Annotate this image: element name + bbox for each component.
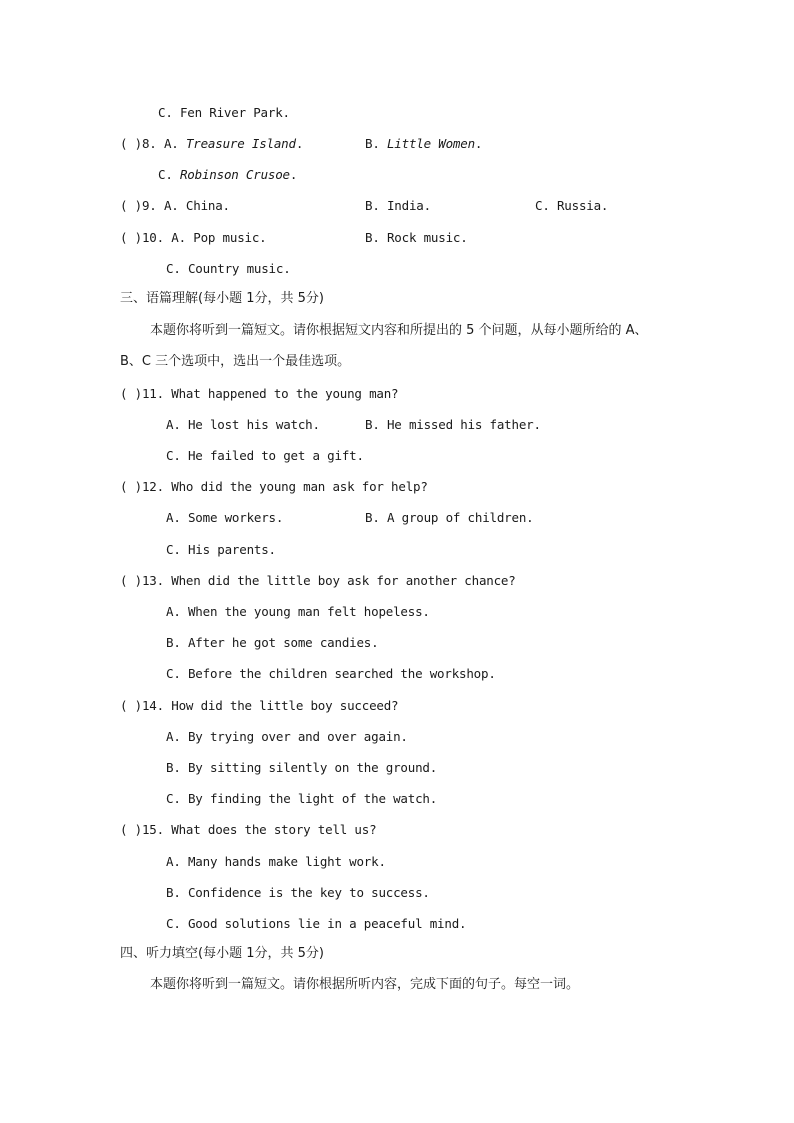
q8-b-prefix: B.	[365, 136, 380, 151]
q10-option-c: C. Country music.	[166, 261, 291, 276]
q9-line: ( )9. A. China.	[120, 198, 230, 213]
q8-c-prefix: C.	[158, 167, 173, 182]
q11-question: ( )11. What happened to the young man?	[120, 386, 399, 401]
q12-question: ( )12. Who did the young man ask for help?	[120, 479, 428, 494]
section-4-intro: 本题你将听到一篇短文。请你根据所听内容，完成下面的句子。每空一词。	[150, 977, 580, 992]
q14-option-a: A. By trying over and over again.	[166, 729, 408, 744]
q8-number: ( )8. A.	[120, 136, 179, 151]
q10-option-b: B. Rock music.	[365, 230, 468, 245]
q13-option-a: A. When the young man felt hopeless.	[166, 604, 430, 619]
q14-question: ( )14. How did the little boy succeed?	[120, 698, 399, 713]
q8-line	[120, 136, 303, 152]
section-4-title: 四、听力填空(每小题 1分，共 5分)	[120, 946, 324, 961]
q15-option-c: C. Good solutions lie in a peaceful mind.	[166, 916, 467, 931]
q11-option-b: B. He missed his father.	[365, 417, 541, 432]
q15-question: ( )15. What does the story tell us?	[120, 822, 377, 837]
section-3-intro-line1: 本题你将听到一篇短文。请你根据短文内容和所提出的 5 个问题，从每小题所给的 A、	[150, 323, 648, 338]
q8-option-b: Little Women	[386, 136, 475, 151]
period: .	[295, 136, 304, 151]
q9-option-b: B. India.	[365, 198, 431, 213]
section-3-title: 三、语篇理解(每小题 1分，共 5分)	[120, 291, 324, 306]
q8-option-c-line	[158, 167, 297, 183]
q15-option-a: A. Many hands make light work.	[166, 854, 386, 869]
q9-option-c: C. Russia.	[535, 198, 609, 213]
q13-option-c: C. Before the children searched the workshop.	[166, 666, 496, 681]
q11-option-a: A. He lost his watch.	[166, 417, 320, 432]
q10-line: ( )10. A. Pop music.	[120, 230, 267, 245]
q8-option-c: Robinson Crusoe	[179, 167, 290, 182]
q13-option-b: B. After he got some candies.	[166, 635, 379, 650]
q14-option-b: B. By sitting silently on the ground.	[166, 760, 438, 775]
q13-question: ( )13. When did the little boy ask for another chance?	[120, 573, 516, 588]
q12-option-b: B. A group of children.	[365, 510, 534, 525]
section-3-intro-line2: B、C 三个选项中，选出一个最佳选项。	[120, 354, 351, 369]
period: .	[474, 136, 483, 151]
q7-option-c: C. Fen River Park.	[158, 105, 290, 120]
q14-option-c: C. By finding the light of the watch.	[166, 791, 438, 806]
q8-option-b-line	[365, 136, 482, 152]
q8-option-a: Treasure Island	[185, 136, 296, 151]
q12-option-a: A. Some workers.	[166, 510, 284, 525]
q11-option-c: C. He failed to get a gift.	[166, 448, 364, 463]
q12-option-c: C. His parents.	[166, 542, 276, 557]
period: .	[289, 167, 298, 182]
q15-option-b: B. Confidence is the key to success.	[166, 885, 430, 900]
